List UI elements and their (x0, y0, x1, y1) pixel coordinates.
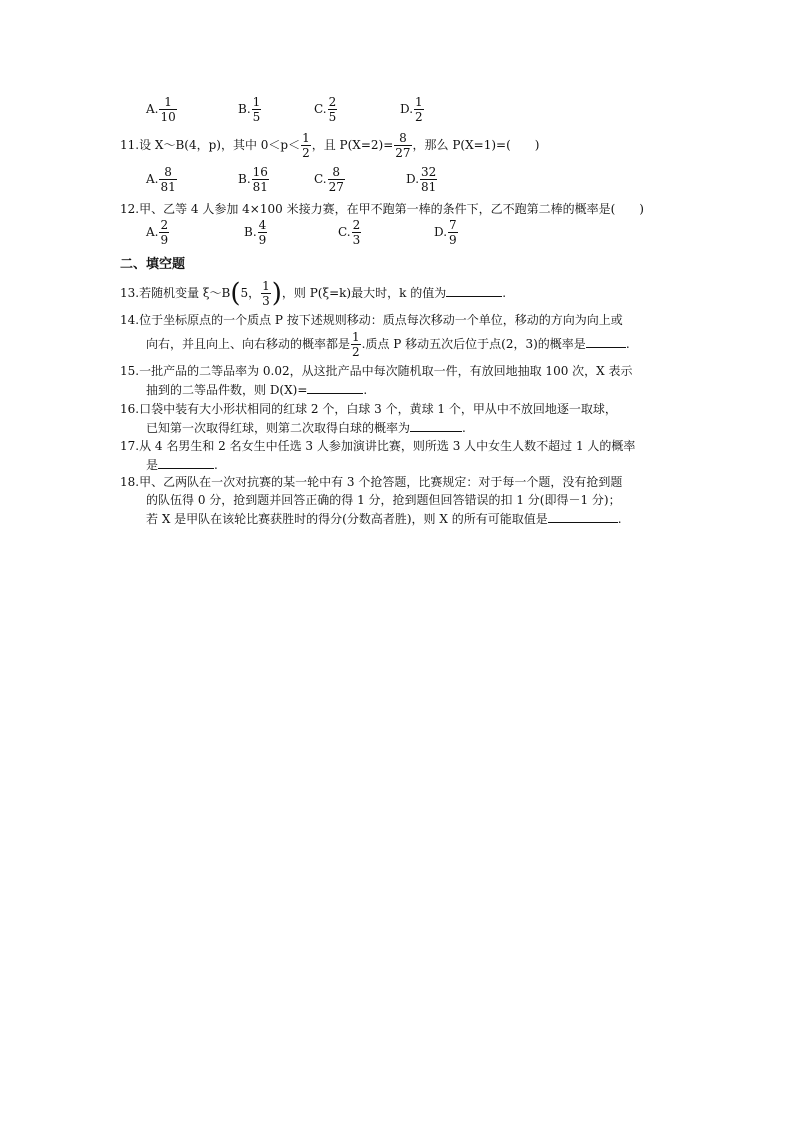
section-title: 二、填空题 (120, 257, 186, 272)
q12-option-d: D. $\frac{7}{9}$ (434, 218, 457, 247)
answer-blank (410, 419, 462, 432)
q15-line1: 15.一批产品的二等品率为 0.02，从这批产品中每次随机取一件，有放回地抽取 100 次，X 表示 (120, 364, 633, 378)
answer-blank (586, 335, 626, 348)
q18-line1: 18.甲、乙两队在一次对抗赛的某一轮中有 3 个抢答题，比赛规定：对于每一个题，没有抢到题 (120, 475, 623, 489)
answer-blank (158, 456, 214, 469)
right-paren: ) (271, 278, 282, 309)
q12-option-c: C. $\frac{2}{3}$ (338, 218, 361, 247)
q18-line3: 若 X 是甲队在该轮比赛获胜时的得分(分数高者胜)，则 X 的所有可能取值是 . (146, 512, 622, 526)
fraction: $\frac{1}{2}$ (302, 131, 310, 160)
q10-option-a: A. $\frac{1}{10}$ (146, 95, 176, 124)
q12-option-b: B. $\frac{4}{9}$ (244, 218, 267, 247)
fraction: $\frac{2}{3}$ (352, 218, 361, 247)
q13-stem: 13.若随机变量 ξ～B(5， $\frac{1}{3}$ )，则 P(ξ=k)最大时，k 的值为 . (120, 278, 507, 309)
q14-line2: 向右，并且向上、向右移动的概率都是 $\frac{1}{2}$ .质点 P 移动五次后位于点(2，3)的概率是 . (146, 330, 630, 359)
left-paren: ( (230, 278, 241, 309)
q17-line2: 是 . (146, 458, 218, 472)
q11-stem: 11.设 X～B(4，p)，其中 0＜p＜ $\frac{1}{2}$ ，且 P(X=2)= $\frac{8}{27}$ ，那么 P(X=1)=( ) (120, 131, 540, 160)
q12-stem: 12.甲、乙等 4 人参加 4×100 米接力赛，在甲不跑第一棒的条件下，乙不跑第二棒的概率是( ) (120, 202, 644, 216)
q17-line1: 17.从 4 名男生和 2 名女生中任选 3 人参加演讲比赛，则所选 3 人中女生人数不超过 1 人的概率 (120, 439, 636, 453)
answer-blank (307, 381, 363, 394)
q11-option-a: A. $\frac{8}{81}$ (146, 165, 176, 194)
q10-option-c: C. $\frac{2}{5}$ (314, 95, 337, 124)
fraction: $\frac{1}{2}$ (415, 95, 423, 124)
answer-blank (446, 284, 502, 297)
fraction: $\frac{8}{27}$ (328, 165, 344, 194)
q18-line2: 的队伍得 0 分，抢到题并回答正确的得 1 分，抢到题但回答错误的扣 1 分(即得－1 分)； (146, 493, 621, 507)
fraction: $\frac{32}{81}$ (421, 165, 437, 194)
q10-option-d: D. $\frac{1}{2}$ (400, 95, 423, 124)
fraction: $\frac{1}{10}$ (160, 95, 176, 124)
q16-line1: 16.口袋中装有大小形状相同的红球 2 个，白球 3 个，黄球 1 个，甲从中不放回地逐一取球， (120, 402, 617, 416)
q12-option-a: A. $\frac{2}{9}$ (146, 218, 169, 247)
fraction: $\frac{4}{9}$ (258, 218, 267, 247)
fraction: $\frac{1}{5}$ (252, 95, 261, 124)
fraction: $\frac{1}{3}$ (262, 279, 270, 308)
q10-option-b: B. $\frac{1}{5}$ (238, 95, 261, 124)
q14-line1: 14.位于坐标原点的一个质点 P 按下述规则移动：质点每次移动一个单位，移动的方向为向上或 (120, 313, 623, 327)
q11-option-c: C. $\frac{8}{27}$ (314, 165, 344, 194)
fraction: $\frac{2}{9}$ (160, 218, 169, 247)
q11-option-b: B. $\frac{16}{81}$ (238, 165, 268, 194)
q11-option-d: D. $\frac{32}{81}$ (406, 165, 437, 194)
q16-line2: 已知第一次取得红球，则第二次取得白球的概率为 . (146, 421, 466, 435)
fraction: $\frac{2}{5}$ (328, 95, 337, 124)
q15-line2: 抽到的二等品件数，则 D(X)= . (146, 383, 368, 397)
fraction: $\frac{16}{81}$ (252, 165, 268, 194)
fraction: $\frac{1}{2}$ (352, 330, 360, 359)
fraction: $\frac{7}{9}$ (449, 218, 457, 247)
answer-blank (548, 510, 618, 523)
fraction: $\frac{8}{27}$ (395, 131, 411, 160)
fraction: $\frac{8}{81}$ (160, 165, 176, 194)
